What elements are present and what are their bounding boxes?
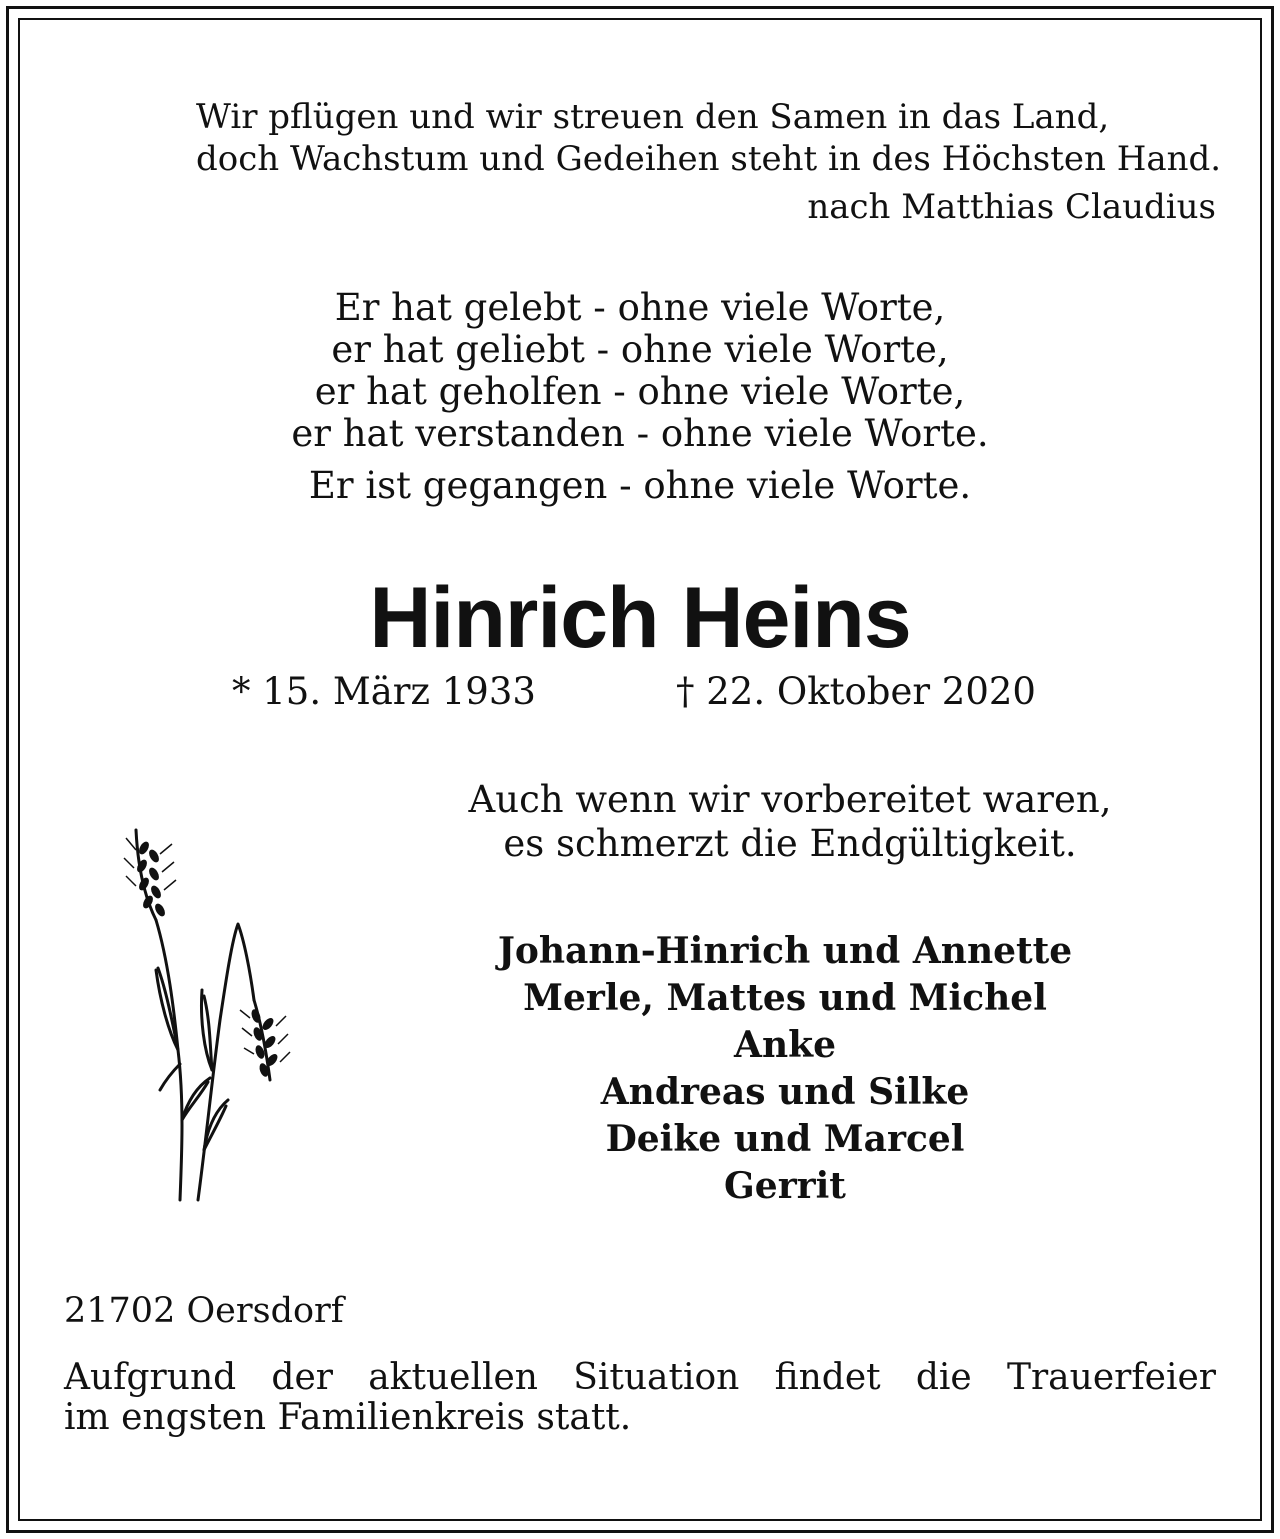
address: 21702 Oersdorf [64,1291,344,1331]
funeral-notice-line-2: im engsten Familienkreis statt. [64,1397,632,1438]
deceased-name: Hinrich Heins [369,570,911,666]
death-date: † 22. Oktober 2020 [676,670,1036,713]
family-line-2: Merle, Mattes und Michel [523,977,1047,1019]
family-line-3: Anke [734,1024,836,1066]
quote-line-2: doch Wachstum und Gedeihen steht in des Höchsten Hand. [196,139,1222,179]
quote-line-1: Wir pflügen und wir streuen den Samen in das Land, [196,97,1110,137]
birth-date: * 15. März 1933 [232,670,536,713]
family-line-6: Gerrit [724,1165,846,1207]
wheat-icon [120,820,300,1210]
saying-line-2: es schmerzt die Endgültigkeit. [503,822,1077,865]
funeral-notice [64,1358,1216,1438]
poem-line-5: Er ist gegangen - ohne viele Worte. [308,464,972,507]
family-line-4: Andreas und Silke [600,1071,970,1113]
funeral-notice-line-1: Aufgrund der aktuellen Situation findet die Trauerfeier [64,1357,1216,1398]
family-line-1: Johann-Hinrich und Annette [497,930,1073,972]
saying-line-1: Auch wenn wir vorbereitet waren, [468,778,1112,821]
family-line-5: Deike und Marcel [605,1118,965,1160]
poem-line-3: er hat geholfen - ohne viele Worte, [314,370,966,413]
poem-line-1: Er hat gelebt - ohne viele Worte, [334,286,946,329]
poem-line-2: er hat geliebt - ohne viele Worte, [331,328,949,371]
quote-attribution: nach Matthias Claudius [807,187,1216,227]
poem-line-4: er hat verstanden - ohne viele Worte. [291,412,989,455]
